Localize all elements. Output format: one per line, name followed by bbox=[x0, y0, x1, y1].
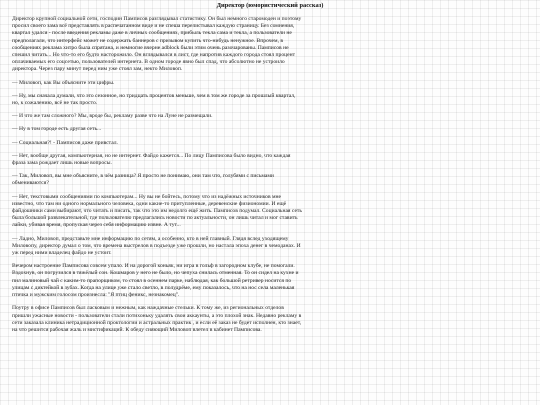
paragraph-dialogue-4: — Ну в том городе есть другая сеть... bbox=[12, 126, 102, 133]
paragraph-dialogue-6: — Нет, вообще другая, компьютерная, но не интернет. Файдо кажется... По лицу Памписова было видно, что каждая фраза зама рождает лишь новые вопросы. bbox=[12, 152, 291, 167]
document-body bbox=[12, 16, 304, 339]
paragraph-dialogue-9: — Ладно, Миловоп, представьте мне информацию по сетям, а особенно, кто в ней главный. Глядя вслед уходящему Миловопу, директор думал о том, что времена выстрелов в подъезде уже прошли, но настала эпоха денег в чемоданах. И уж перед ними владелец файдо не устоит. bbox=[12, 235, 301, 257]
paragraph-dialogue-1: — Миловоп, как Вы объясните эти цифры. bbox=[12, 79, 115, 86]
paragraph-evening: Вечером настроение Памписова совсем упало. И на дорогой коньяк, ни игра в гольф в загородном клубе, не помогали. Вздохнув, он погрузился в тяжёлый сон. Кошмаров у него не было, но чепуха снилась отменная. То он сидел на кухне и пил малиновый чай с каким-то прапорщиком, то стоял в осеннем парке, наблюдая, как большой ретривер носится по улицам с диктейкой в зубах. Когда на улице уже стало светло, в полудрёме, ему показалось, что на нос села маленькая птичка и мужским голосом произнесла: "Я птиц феникс, незнакомец". bbox=[12, 263, 299, 299]
paragraph-intro: Директор крупной социальной сети, господин Памписов разглядывал статистику. Он был немного старомоден и поэтому просил своего зама всё представлять в распечатанном виде и не спеша перелистывал каждую страницу. Без сомнения, квартал удался - после введения рекламы даже в личных сообщениях, прибыль текла сама и текла, а пользователи не предполагали, что интерфейс может не содержать баннеров с призывом купить что-нибудь ненужное. Впрочем, в сообщениях реклама хитро была спрятана, и немногие вчерне adblock были этим очень разочарованы. Памписов не спешил читать... Но что-то его будто насторожило. Он вглядывался в лист, где напротив каждого города стоял процент оплачиваемых его соцсетью, пользователей интернета. В одном городе явно был спад, что абсолютно не устроило директора. Через пару минут перед ним уже стоял зам, некто Миловоп. bbox=[12, 16, 302, 73]
paragraph-morning: Поутру в офисе Памписов был ласковым и нежным, как наждачные стельки. К тому же, из региональных отделов пришли ужасные новости - пользователи стали потихоньку удалять свои аккаунты, а это плохой знак. Недавно рекламу в сети заказала клиника нетрадиционной проктологии и астральных практик , и если её заказ не будет исполнен, кто знает, на что решится рабочая жаль и мистификаций. К обеду сияющий Миловоп влетел в кабинет Памписова. bbox=[12, 305, 302, 333]
paragraph-dialogue-7: — Так, Миловоп, вы мне объясните, в чём разница? Я просто не понимаю, они там что, голубями с письмами обмениваются? bbox=[12, 173, 274, 187]
paragraph-dialogue-3: — И что же там сложного? Мы, вроде бы, рекламу разве что на Луне не размещали. bbox=[12, 113, 213, 120]
paragraph-dialogue-8: — Нет, текстовыми сообщениями по компьютерам... Ну вы не бойтесь, потому что из надёжных источников мне известно, что там ни одного нормального человека, одни какие-то притупленные, деревенские физиономии. И ещё файдошники сами выбирают, что читать и писать, так что это им недолго ещё жить. Памписов подумал. Социальная сеть была большой развлекательной, где пользователю предлагались новости по актуальности, он лишь читал и мог ставить лайки, убивая время, пропуская через себя информацию извне. А тут... bbox=[12, 193, 302, 229]
paragraph-dialogue-2: — Ну, мы сначала думали, что это сезонное, но тридцать процентов меньше, чем в том же городе за прошлый квартал, но, к сожалению, всё не так просто. bbox=[12, 92, 296, 107]
paragraph-dialogue-5: — Социальная?! - Памписов даже привстал. bbox=[12, 139, 118, 146]
document-title: Директор (юмористический рассказ) bbox=[216, 2, 324, 9]
